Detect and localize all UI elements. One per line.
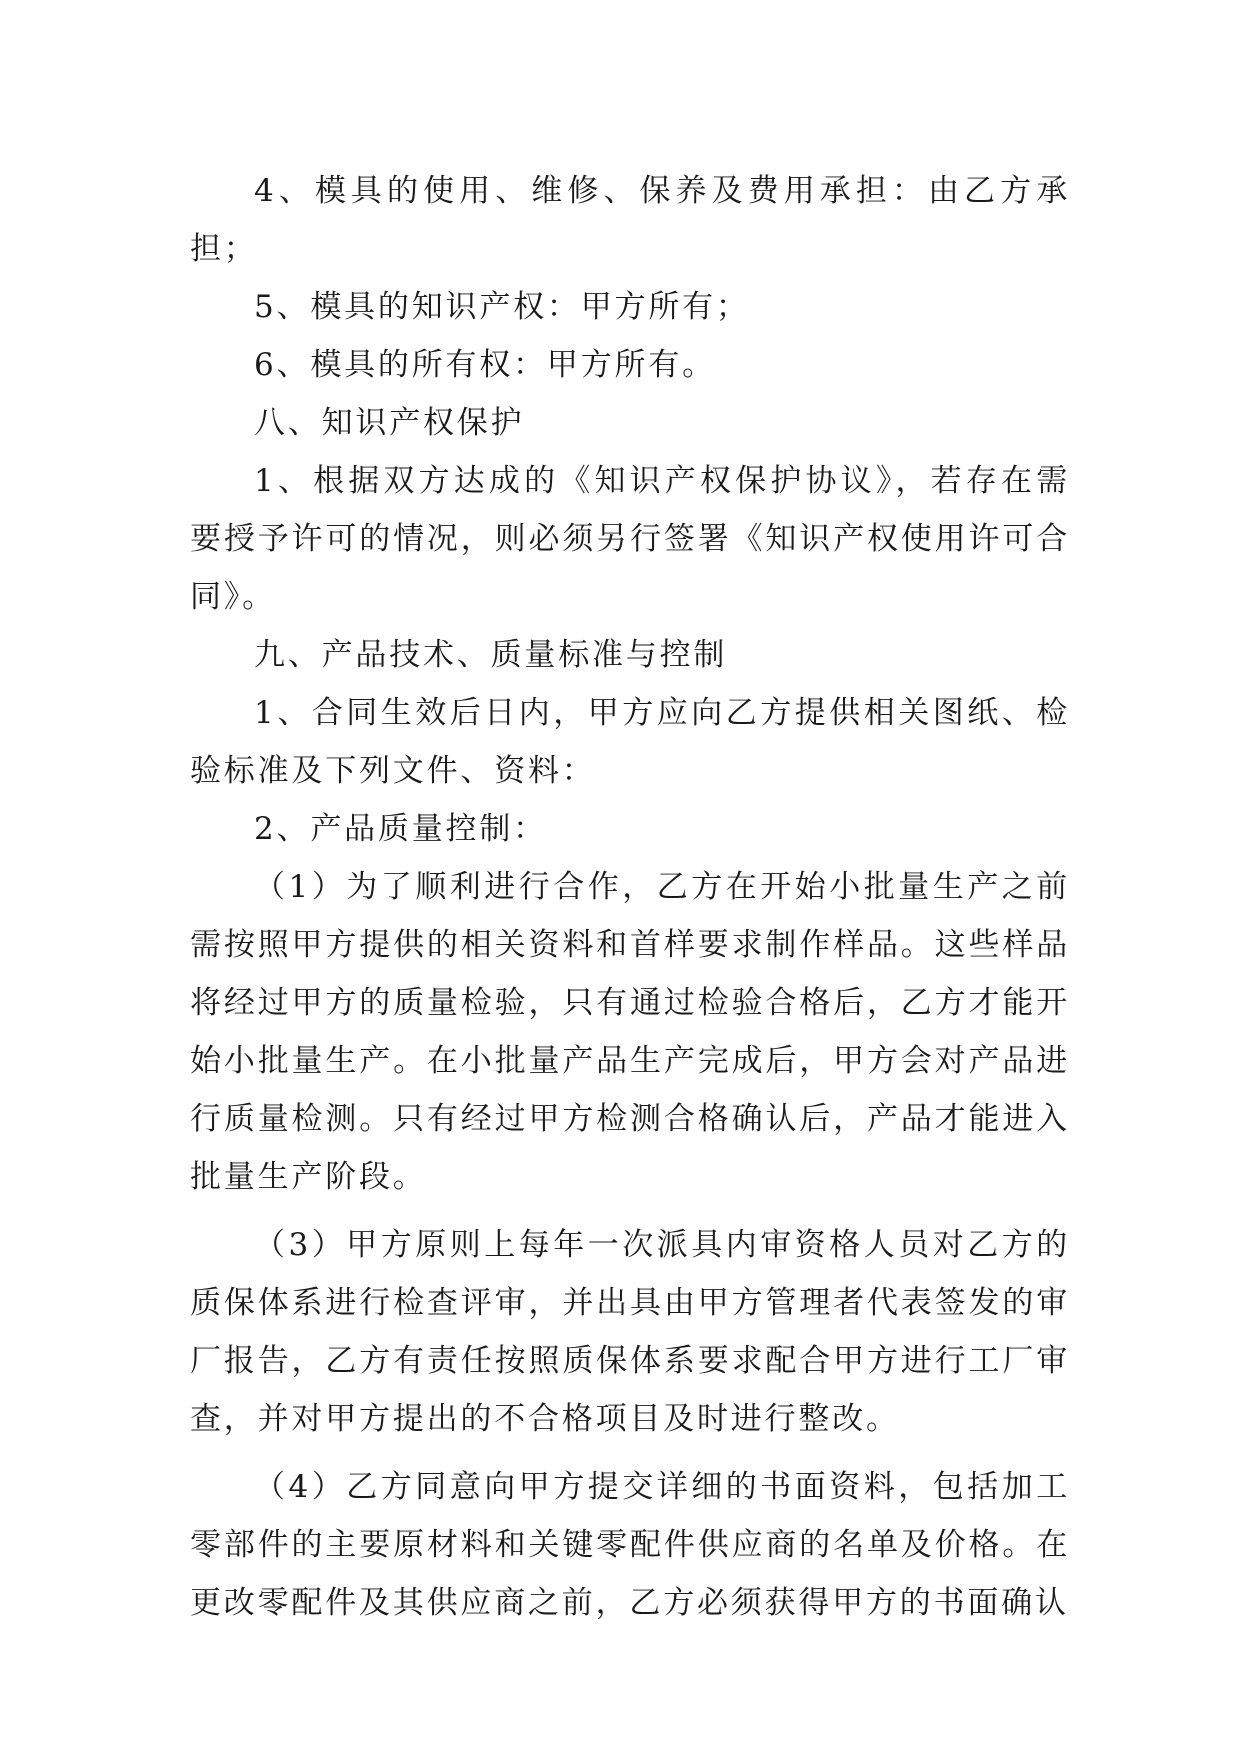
paragraph-mold-usage-cost: 4、模具的使用、维修、保养及费用承担：由乙方承担； bbox=[190, 173, 1070, 267]
paragraph-factory-audit: （3）甲方原则上每年一次派具内审资格人员对乙方的质保体系进行检查评审，并出具由甲方管理者代表签发的审厂报告，乙方有责任按照质保体系要求配合甲方进行工厂审查，并对甲方提出的不合格项目及时进行整改。 bbox=[190, 1227, 1070, 1437]
paragraph-quality-control-heading: 2、产品质量控制： bbox=[254, 811, 547, 847]
paragraph-drawings-provision: 1、合同生效后日内，甲方应向乙方提供相关图纸、检验标准及下列文件、资料： bbox=[190, 695, 1070, 789]
paragraph-mold-ip: 5、模具的知识产权：甲方所有； bbox=[254, 289, 750, 325]
paragraph-sample-approval: （1）为了顺利进行合作，乙方在开始小批量生产之前需按照甲方提供的相关资料和首样要求制作样品。这些样品将经过甲方的质量检验，只有通过检验合格后，乙方才能开始小批量生产。在小批量产品生产完成后，甲方会对产品进行质量检测。只有经过甲方检测合格确认后，产品才能进入批量生产阶段。 bbox=[190, 869, 1070, 1195]
section-heading-quality-standards: 九、产品技术、质量标准与控制 bbox=[254, 637, 728, 673]
section-heading-ip-protection: 八、知识产权保护 bbox=[254, 405, 525, 441]
paragraph-mold-ownership: 6、模具的所有权：甲方所有。 bbox=[254, 347, 716, 383]
paragraph-supplier-disclosure: （4）乙方同意向甲方提交详细的书面资料，包括加工零部件的主要原材料和关键零配件供应商的名单及价格。在更改零配件及其供应商之前，乙方必须获得甲方的书面确认 bbox=[190, 1469, 1070, 1621]
document-body bbox=[190, 162, 1070, 1632]
paragraph-ip-license: 1、根据双方达成的《知识产权保护协议》，若存在需要授予许可的情况，则必须另行签署《知识产权使用许可合同》。 bbox=[190, 463, 1070, 615]
